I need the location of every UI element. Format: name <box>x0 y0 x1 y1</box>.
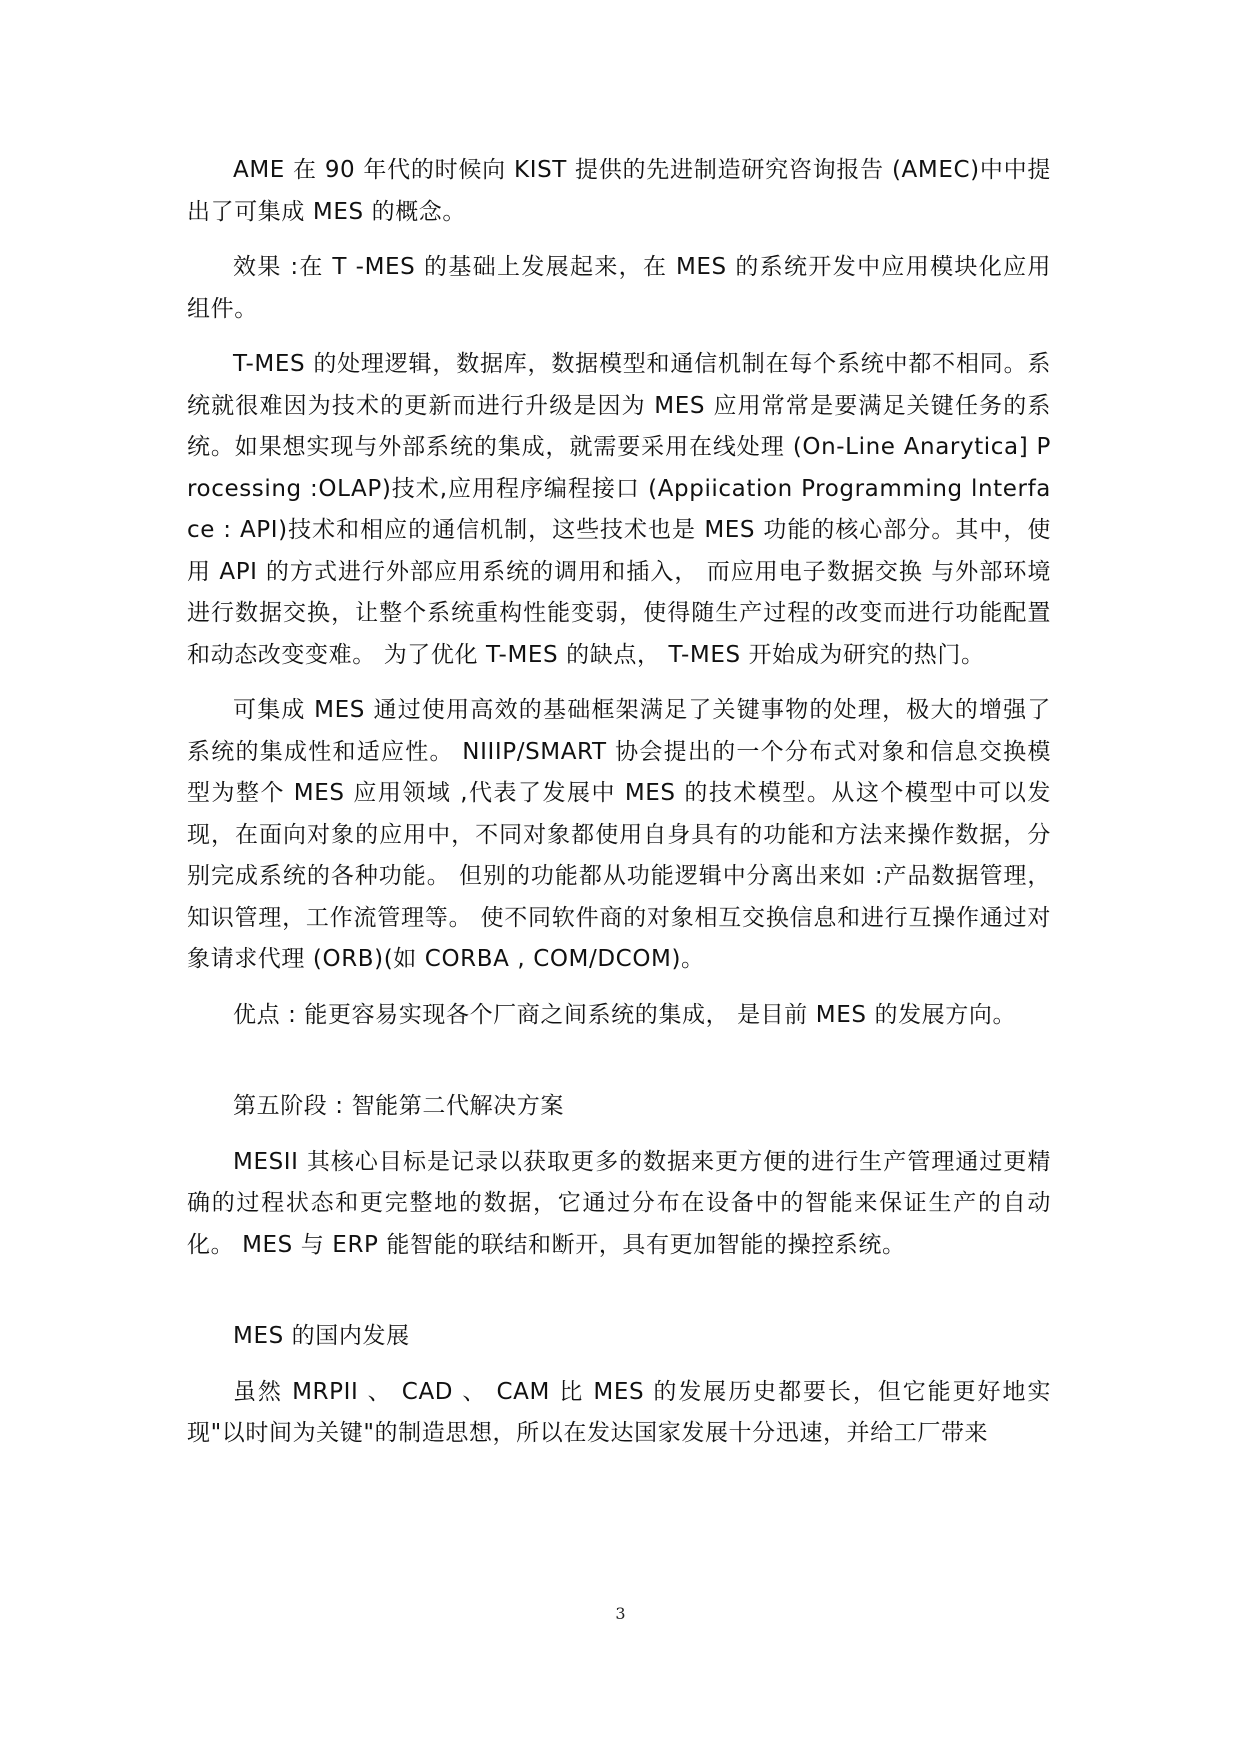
domestic-paragraph: 虽然 MRPII 、 CAD 、 CAM 比 MES 的发展历史都要长，但它能更好地实现"以时间为关键"的制造思想，所以在发达国家发展十分迅速，并给工厂带来 <box>187 1378 1051 1446</box>
section5-paragraph: MESII 其核心目标是记录以获取更多的数据来更方便的进行生产管理通过更精确的过程状态和更完整地的数据，它通过分布在设备中的智能来保证生产的自动化。 MES 与 ERP 能智能的联结和断开，具有更加智能的操控系统。 <box>187 1148 1051 1258</box>
section5-heading: 第五阶段 : 智能第二代解决方案 <box>233 1093 564 1119</box>
paragraph-integrated-mes: 可集成 MES 通过使用高效的基础框架满足了关键事物的处理，极大的增强了系统的集成性和适应性。 NIIIP/SMART 协会提出的一个分布式对象和信息交换模型为整个 MES 应用领域 ,代表了发展中 MES 的技术模型。从这个模型中可以发现，在面向对象的应用中，不同对象都使用自身具有的功能和方法来操作数据，分别完成系统的各种功能。 但别的功能都从功能逻辑中分离出来如 :产品数据管理，知识管理，工作流管理等。 使不同软件商的对象相互交换信息和进行互操作通过对象请求代理 (ORB)(如 CORBA , COM/DCOM)。 <box>187 697 1051 972</box>
paragraph-amec: AME 在 90 年代的时候向 KIST 提供的先进制造研究咨询报告 (AMEC)中中提出了可集成 MES 的概念。 <box>187 157 1051 225</box>
domestic-heading: MES 的国内发展 <box>233 1323 410 1349</box>
page-number: 3 <box>615 1604 626 1623</box>
paragraph-advantage: 优点 : 能更容易实现各个厂商之间系统的集成， 是目前 MES 的发展方向。 <box>233 1001 1017 1028</box>
page-body <box>187 150 1051 1469</box>
paragraph-effect: 效果 :在 T -MES 的基础上发展起来，在 MES 的系统开发中应用模块化应用组件。 <box>187 254 1051 322</box>
paragraph-tmes: T-MES 的处理逻辑，数据库，数据模型和通信机制在每个系统中都不相同。系统就很难因为技术的更新而进行升级是因为 MES 应用常常是要满足关键任务的系统。如果想实现与外部系统的集成，就需要采用在线处理 (On-Line Anarytica] Processing :OLAP)技术,应用程序编程接口 (Appiication Programming lnterface : API)技术和相应的通信机制，这些技术也是 MES 功能的核心部分。其中，使用 API 的方式进行外部应用系统的调用和插入， 而应用电子数据交换 与外部环境进行数据交换，让整个系统重构性能变弱，使得随生产过程的改变而进行功能配置和动态改变变难。 为了优化 T-MES 的缺点， T-MES 开始成为研究的热门。 <box>187 351 1051 668</box>
